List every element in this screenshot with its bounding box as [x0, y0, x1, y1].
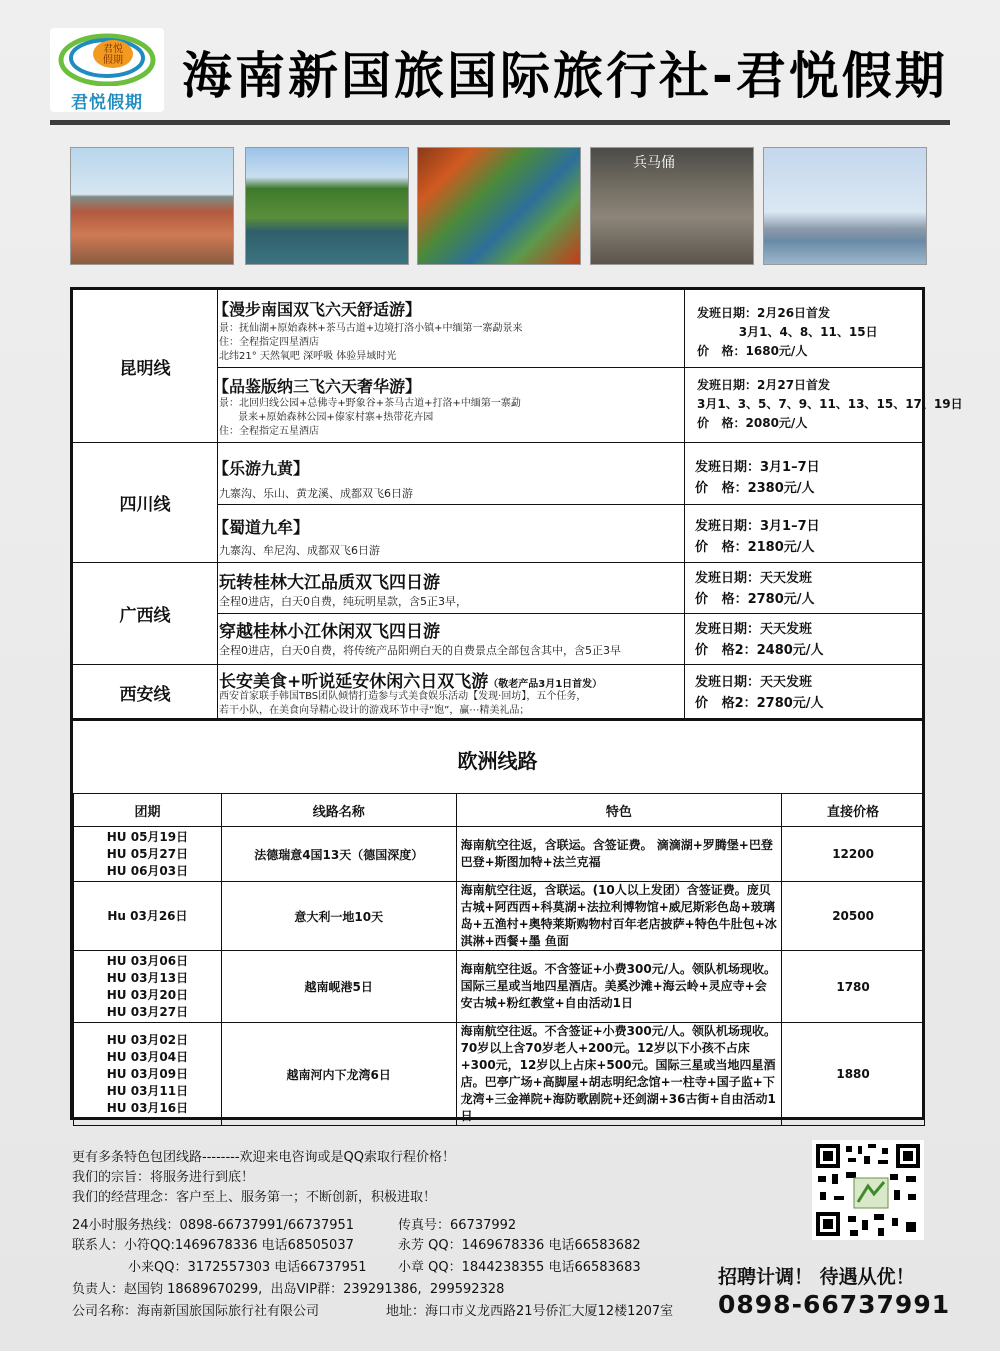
footer-contact: 联系人：小符QQ:1469678336 电话68505037	[72, 1238, 354, 1253]
footer-tenet: 我们的宗旨：将服务进行到底！	[72, 1170, 255, 1185]
column-header-price: 直接价格	[782, 794, 925, 827]
row-feature: 海南航空往返，含联运。(10人以上发团）含签证费。庞贝古城+阿西西+科莫湖+法拉利博物馆+威尼斯彩色岛+玻璃岛+五渔村+奥特莱斯购物村百年老店披萨+特色牛肚包+冰淇淋+西餐+墨 鱼面	[456, 882, 782, 951]
terracotta-army-photo	[590, 147, 754, 265]
footer-contact: 小章 QQ：1844238355 电话66583683	[398, 1260, 641, 1275]
photo-caption: 兵马俑	[633, 155, 675, 171]
route-name	[219, 667, 602, 692]
table-row	[74, 882, 925, 951]
shanghai-skyline-photo	[763, 147, 927, 265]
row-feature: 海南航空往返。不含签证+小费300元/人。领队机场现收。70岁以上含70岁老人+200元。12岁以下小孩不占床+300元，12岁以上占床+500元。国际三星或当地四星酒店。巴亭广场+高脚屋+胡志明纪念馆+一柱寺+国子监+下龙湾+三金禅院+海防歌剧院+还剑湖+36古街+自由活动1日	[456, 1023, 782, 1126]
row-price: 20500	[782, 882, 925, 951]
route-description: 全程0进店，白天0自费，将传统产品阳朔白天的自费景点全部包含其中，含5正3早	[219, 644, 621, 657]
route-schedule-price: 发班日期：2月26日首发 3月1、4、8、11、15日 价 格：1680元/人	[697, 306, 878, 358]
table-row	[74, 827, 925, 882]
row-feature: 海南航空往返，含联运。含签证费。 滴滴湖+罗腾堡+巴登巴登+斯图加特+法兰克福	[456, 827, 782, 882]
logo-badge-line1: 君悦	[103, 44, 123, 55]
route-name: 【蜀道九牟】	[213, 518, 310, 537]
company-logo	[50, 28, 164, 112]
route-description: 九寨沟、乐山、黄龙溪、成都双飞6日游	[219, 487, 413, 500]
region-guangxi: 广西线	[119, 605, 171, 626]
row-dates: Hu 03月26日	[74, 882, 222, 951]
route-schedule-price: 发班日期：天天发班 价 格：2780元/人	[695, 571, 815, 607]
header-divider	[50, 120, 950, 125]
divider	[217, 367, 925, 368]
divider	[217, 504, 925, 505]
route-schedule-price: 发班日期：天天发班 价 格2：2480元/人	[695, 622, 824, 658]
footer-more-routes: 更有多条特色包团线路--------欢迎来电咨询或是QQ索取行程价格！	[72, 1150, 455, 1165]
column-header-feature: 特色	[456, 794, 782, 827]
route-name: 穿越桂林小江休闲双飞四日游	[219, 622, 440, 642]
row-route: 越南岘港5日	[221, 951, 456, 1023]
main-phone-number: 0898-66737991	[718, 1290, 951, 1319]
row-route: 法德瑞意4国13天（德国深度）	[221, 827, 456, 882]
jiuzhai-lake-photo	[417, 147, 581, 265]
route-schedule-price: 发班日期：天天发班 价 格2：2780元/人	[695, 675, 824, 711]
route-schedule-price: 发班日期：3月1–7日 价 格：2180元/人	[695, 519, 820, 555]
row-dates: HU 03月06日 HU 03月13日 HU 03月20日 HU 03月27日	[74, 951, 222, 1023]
recruitment-slogan: 招聘计调！ 待遇从优！	[718, 1266, 915, 1288]
footer-contact: 小来QQ：3172557303 电话66737951	[128, 1260, 367, 1275]
route-description: 景：抚仙湖+原始森林+茶马古道+边境打洛小镇+中缅第一寨勐景来 住：全程指定四星酒店 北纬21° 天然氧吧 深呼吸 体验异域时光	[219, 323, 523, 362]
region-sichuan: 四川线	[119, 494, 171, 515]
route-description: 全程0进店，白天0自费，纯玩明星款，含5正3早，	[219, 595, 467, 608]
route-description: 景：北回归线公园+总佛寺+野象谷+茶马古道+打洛+中缅第一寨勐 景来+原始森林公园+傣家村寨+热带花卉园 住：全程指定五星酒店	[219, 398, 521, 437]
europe-routes-table	[73, 793, 925, 1126]
route-schedule-price: 发班日期：3月1–7日 价 格：2380元/人	[695, 460, 820, 496]
row-feature: 海南航空往返。不含签证+小费300元/人。领队机场现收。国际三星或当地四星酒店。美奚沙滩+海云岭+灵应寺+会安古城+粉红教堂+自由活动1日	[456, 951, 782, 1023]
route-note: （敬老产品3月1日首发）	[488, 679, 603, 690]
logo-swirl-icon	[58, 32, 156, 86]
section-title: 欧洲线路	[457, 749, 538, 773]
row-route: 意大利一地10天	[221, 882, 456, 951]
footer-hotline: 24小时服务热线：0898-66737991/66737951	[72, 1218, 355, 1233]
footer-company: 公司名称：海南新国旅国际旅行社有限公司	[72, 1304, 320, 1319]
row-price: 1780	[782, 951, 925, 1023]
route-name: 【品鉴版纳三飞六天奢华游】	[213, 377, 422, 396]
coastal-city-photo	[70, 147, 234, 265]
table-row	[74, 1023, 925, 1126]
europe-routes-section	[70, 721, 925, 1123]
route-name: 【漫步南国双飞六天舒适游】	[213, 300, 422, 319]
footer-address: 地址：海口市义龙西路21号侨汇大厦12楼1207室	[386, 1304, 674, 1319]
region-xian: 西安线	[119, 685, 171, 705]
page-title: 海南新国旅国际旅行社-君悦假期	[182, 47, 948, 105]
footer-contact: 永芳 QQ：1469678336 电话66583682	[398, 1238, 641, 1253]
route-description: 西安首家联手韩国TBS团队倾情打造参与式美食娱乐活动【发现·回坊】，五个任务， 若干小队，在美食向导精心设计的游戏环节中寻“饱”，赢⋯精美礼品；	[219, 691, 587, 716]
row-price: 12200	[782, 827, 925, 882]
route-name: 【乐游九黄】	[213, 459, 310, 478]
row-price: 1880	[782, 1023, 925, 1126]
row-route: 越南河内下龙湾6日	[221, 1023, 456, 1126]
river-mountain-photo	[245, 147, 409, 265]
column-header-route: 线路名称	[221, 794, 456, 827]
footer-fax: 传真号：66737992	[398, 1218, 517, 1233]
logo-text: 君悦假期	[71, 93, 143, 113]
route-name: 玩转桂林大江品质双飞四日游	[219, 573, 440, 593]
qr-code-icon	[812, 1140, 924, 1240]
divider	[217, 290, 218, 721]
route-description: 九寨沟、牟尼沟、成都双飞6日游	[219, 544, 380, 557]
column-header-dates: 团期	[74, 794, 222, 827]
region-kunming: 昆明线	[119, 358, 171, 379]
logo-badge-line2: 假期	[103, 55, 123, 66]
divider	[217, 613, 925, 614]
row-dates: HU 03月02日 HU 03月04日 HU 03月09日 HU 03月11日 HU 03月16日	[74, 1023, 222, 1126]
divider	[684, 290, 685, 721]
table-header-row	[74, 794, 925, 827]
row-dates: HU 05月19日 HU 05月27日 HU 06月03日	[74, 827, 222, 882]
footer-philosophy: 我们的经营理念：客户至上、服务第一；不断创新，积极进取！	[72, 1190, 437, 1205]
domestic-routes-table	[70, 287, 963, 721]
route-name-text: 长安美食+听说延安休闲六日双飞游	[219, 672, 489, 692]
route-schedule-price: 发班日期：2月27日首发 3月1、3、5、7、9、11、13、15、17、19日 价 格：2080元/人	[697, 378, 963, 430]
footer-manager: 负责人：赵国钧 18689670299, 出岛VIP群：239291386, 299592328	[72, 1282, 505, 1297]
table-row	[74, 951, 925, 1023]
